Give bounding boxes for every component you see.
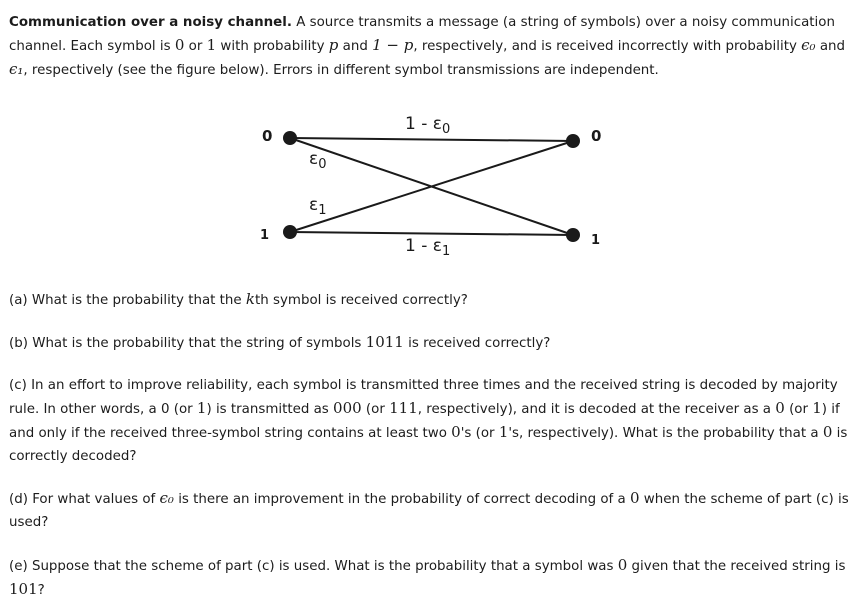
question-d xyxy=(9,487,854,534)
question-c-one: 1 xyxy=(196,399,207,417)
bottom-edge-label-sub: 1 xyxy=(441,244,451,259)
intro-math-one-minus-p: 1 − p xyxy=(372,36,414,54)
question-c-text-9: is correctly decoded? xyxy=(9,426,848,464)
cross-label-eps0-main: ε xyxy=(309,149,319,169)
input-label-0: 0 xyxy=(262,127,273,145)
question-c xyxy=(9,374,854,468)
output-node-1 xyxy=(566,228,580,242)
output-node-0 xyxy=(566,134,580,148)
intro-math-eps1: ϵ₁ xyxy=(9,60,24,78)
question-e-text-3: ? xyxy=(37,583,45,598)
cross-label-eps1 xyxy=(309,195,326,218)
question-d-text-1: (d) For what values of xyxy=(9,492,160,507)
question-c-000: 000 xyxy=(333,399,362,417)
intro-math-p: p xyxy=(328,36,339,54)
bottom-edge-label xyxy=(405,236,450,259)
edge-1-to-1 xyxy=(290,232,573,235)
question-e-101: 101 xyxy=(9,580,38,598)
question-c-zero-2: 0 xyxy=(451,423,461,441)
question-b-text-1: (b) What is the probability that the string of symbols xyxy=(9,336,366,351)
intro-text-4: and xyxy=(338,39,373,54)
question-e-text-1: (e) Suppose that the scheme of part (c) is used. What is the probability that a symbol was xyxy=(9,559,618,574)
question-c-text-1: (c) In an effort to improve reliability, each symbol is transmitted three times and the received string is decoded by majority rule. In other words, a 0 (or xyxy=(9,378,838,417)
question-c-zero: 0 xyxy=(775,399,785,417)
edge-0-to-0 xyxy=(290,138,573,141)
question-c-text-2: ) is transmitted as xyxy=(206,402,334,417)
output-label-0: 0 xyxy=(591,127,602,145)
input-label-1: 1 xyxy=(260,228,270,243)
channel-diagram xyxy=(250,108,610,268)
problem-title: Communication over a noisy channel. xyxy=(9,15,292,30)
intro-text-2: or xyxy=(184,39,207,54)
question-a xyxy=(9,288,854,312)
question-e-text-2: given that the received string is xyxy=(627,559,846,574)
question-c-111: 111 xyxy=(389,399,418,417)
intro-text-6: and xyxy=(815,39,846,54)
channel-figure xyxy=(250,108,610,268)
cross-label-eps0 xyxy=(309,149,326,172)
question-a-text-1: (a) What is the probability that the xyxy=(9,293,246,308)
question-c-text-4: , respectively), and it is decoded at the receiver as a xyxy=(417,402,776,417)
cross-label-eps1-sub: 1 xyxy=(318,203,327,218)
bottom-edge-label-main: 1 - ε xyxy=(405,236,442,256)
question-b-string: 1011 xyxy=(365,333,404,351)
intro-symbol-one: 1 xyxy=(206,36,217,54)
question-e-zero: 0 xyxy=(617,556,628,574)
intro-math-eps0: ϵ₀ xyxy=(801,36,816,54)
question-b xyxy=(9,331,854,355)
question-c-one-3: 1 xyxy=(498,423,509,441)
intro-text-3: with probability xyxy=(216,39,329,54)
question-c-text-6: ) if and only if the received three-symbol string contains at least two xyxy=(9,402,840,441)
edge-1-to-0 xyxy=(290,141,573,232)
top-edge-label-sub: 0 xyxy=(441,122,451,137)
question-d-eps0: ϵ₀ xyxy=(159,489,174,507)
question-c-one-2: 1 xyxy=(812,399,822,417)
problem-intro xyxy=(9,11,854,82)
question-a-math-k: k xyxy=(245,290,256,308)
intro-text-5: , respectively, and is received incorrectly with probability xyxy=(413,39,802,54)
intro-text-1: A source transmits a message (a string of symbols) over a noisy communication channel. Each symbol is xyxy=(9,15,835,54)
question-d-text-2: is there an improvement in the probability of correct decoding of a xyxy=(173,492,630,507)
intro-text-7: , respectively (see the figure below). Errors in different symbol transmissions are independent. xyxy=(23,63,659,78)
question-c-text-3: (or xyxy=(361,402,390,417)
question-d-zero: 0 xyxy=(629,489,640,507)
question-c-text-8: 's, respectively). What is the probability that a xyxy=(508,426,823,441)
question-c-text-5: (or xyxy=(784,402,813,417)
question-c-zero-3: 0 xyxy=(822,423,833,441)
intro-symbol-zero: 0 xyxy=(174,36,185,54)
question-b-text-2: is received correctly? xyxy=(403,336,551,351)
output-label-1: 1 xyxy=(591,233,601,248)
input-node-1 xyxy=(283,225,297,239)
cross-label-eps1-main: ε xyxy=(309,195,319,215)
input-node-0 xyxy=(283,131,297,145)
cross-label-eps0-sub: 0 xyxy=(318,157,327,172)
top-edge-label-main: 1 - ε xyxy=(405,114,442,134)
question-e xyxy=(9,554,854,602)
top-edge-label xyxy=(405,114,450,137)
question-c-text-7: 's (or xyxy=(460,426,499,441)
question-d-text-3: when the scheme of part (c) is used? xyxy=(9,492,849,530)
question-a-text-2: th symbol is received correctly? xyxy=(255,293,468,308)
